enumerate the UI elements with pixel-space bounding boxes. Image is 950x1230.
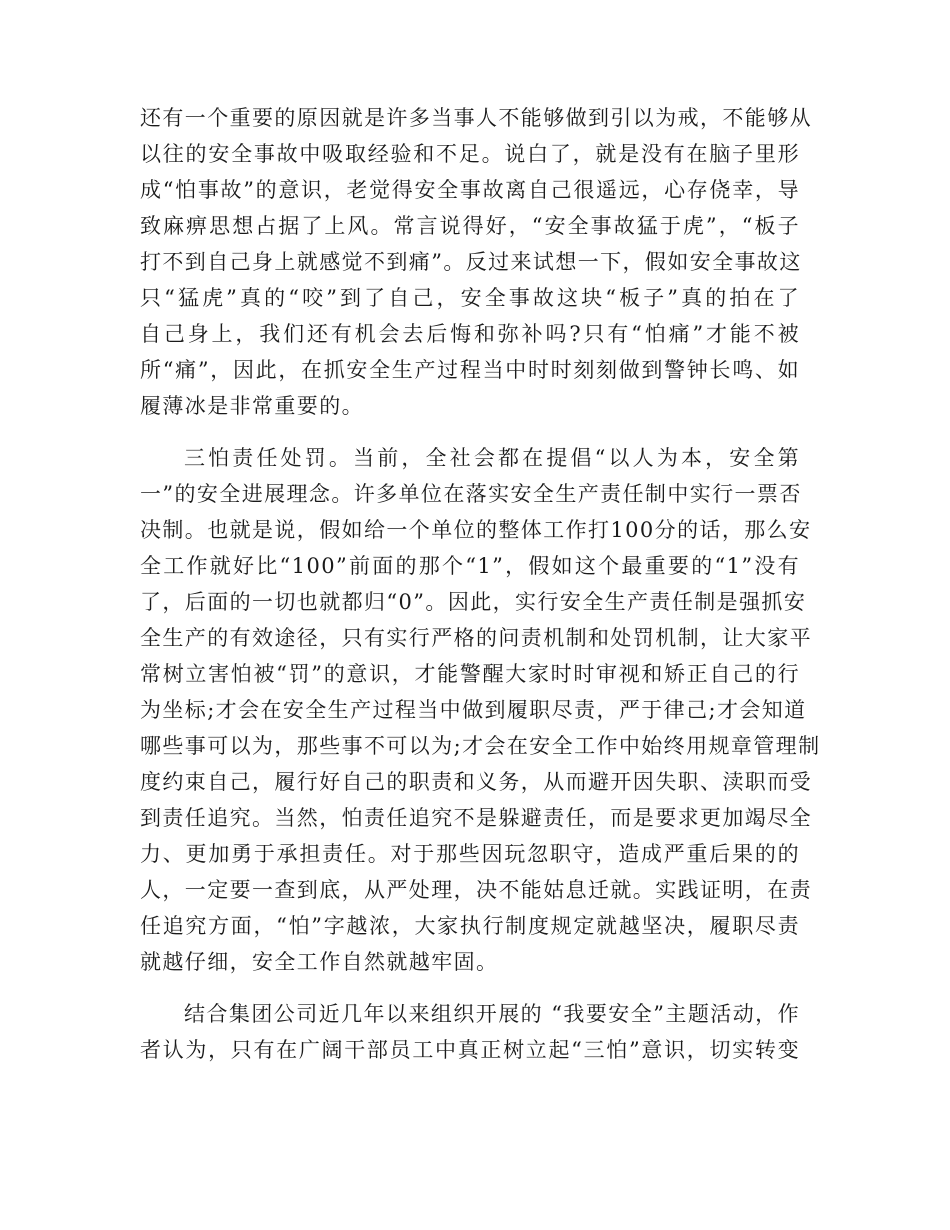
text-line: 全生产的有效途径，只有实行严格的问责机制和处罚机制，让大家平 bbox=[140, 626, 812, 650]
text-line: 履薄冰是非常重要的。 bbox=[140, 394, 364, 418]
text-line: 人，一定要一查到底，从严处理，决不能姑息迁就。实践证明，在责 bbox=[140, 878, 812, 902]
text-line: 自己身上，我们还有机会去后悔和弥补吗?只有“怕痛”才能不被 bbox=[140, 322, 800, 346]
paragraph-3 bbox=[140, 996, 800, 1068]
text-line: 决制。也就是说，假如给一个单位的整体工作打100分的话，那么安 bbox=[140, 518, 812, 542]
text-line: 致麻痹思想占据了上风。常言说得好，“安全事故猛于虎”，“板子 bbox=[140, 214, 800, 238]
text-line: 全工作就好比“100”前面的那个“1”，假如这个最重要的“1”没有 bbox=[140, 554, 800, 578]
text-line: 为坐标;才会在安全生产过程当中做到履职尽责，严于律己;才会知道 bbox=[140, 698, 807, 722]
paragraph-1 bbox=[140, 100, 812, 424]
text-line: 任追究方面，“怕”字越浓，大家执行制度规定就越坚决，履职尽责 bbox=[140, 914, 800, 938]
text-line: 结合集团公司近几年以来组织开展的 “我要安全”主题活动，作 bbox=[184, 1002, 800, 1026]
text-line: 成“怕事故”的意识，老觉得安全事故离自己很遥远，心存侥幸，导 bbox=[140, 178, 800, 202]
text-line: 以往的安全事故中吸取经验和不足。说白了，就是没有在脑子里形 bbox=[140, 142, 800, 166]
text-line: 力、更加勇于承担责任。对于那些因玩忽职守，造成严重后果的的 bbox=[140, 842, 800, 866]
text-line: 还有一个重要的原因就是许多当事人不能够做到引以为戒，不能够从 bbox=[140, 106, 812, 130]
text-line: 度约束自己，履行好自己的职责和义务，从而避开因失职、渎职而受 bbox=[140, 770, 812, 794]
text-line: 打不到自己身上就感觉不到痛”。反过来试想一下，假如安全事故这 bbox=[140, 250, 802, 274]
text-line: 就越仔细，安全工作自然就越牢固。 bbox=[140, 950, 499, 974]
text-line: 一”的安全进展理念。许多单位在落实安全生产责任制中实行一票否 bbox=[140, 482, 802, 506]
text-line: 到责任追究。当然，怕责任追究不是躲避责任，而是要求更加竭尽全 bbox=[140, 806, 812, 830]
text-line: 只“猛虎”真的“咬”到了自己，安全事故这块“板子”真的拍在了 bbox=[140, 286, 800, 310]
paragraph-2 bbox=[140, 440, 821, 980]
text-line: 常树立害怕被“罚”的意识，才能警醒大家时时审视和矫正自己的行 bbox=[140, 662, 800, 686]
text-line: 哪些事可以为，那些事不可以为;才会在安全工作中始终用规章管理制 bbox=[140, 734, 821, 758]
document-body bbox=[140, 100, 821, 1084]
text-line: 者认为，只有在广阔干部员工中真正树立起“三怕”意识，切实转变 bbox=[140, 1038, 800, 1062]
text-line: 所“痛”，因此，在抓安全生产过程当中时时刻刻做到警钟长鸣、如 bbox=[140, 358, 800, 382]
text-line: 了，后面的一切也就都归“0”。因此，实行安全生产责任制是强抓安 bbox=[140, 590, 807, 614]
text-line: 三怕责任处罚。当前，全社会都在提倡“以人为本，安全第 bbox=[184, 446, 800, 470]
